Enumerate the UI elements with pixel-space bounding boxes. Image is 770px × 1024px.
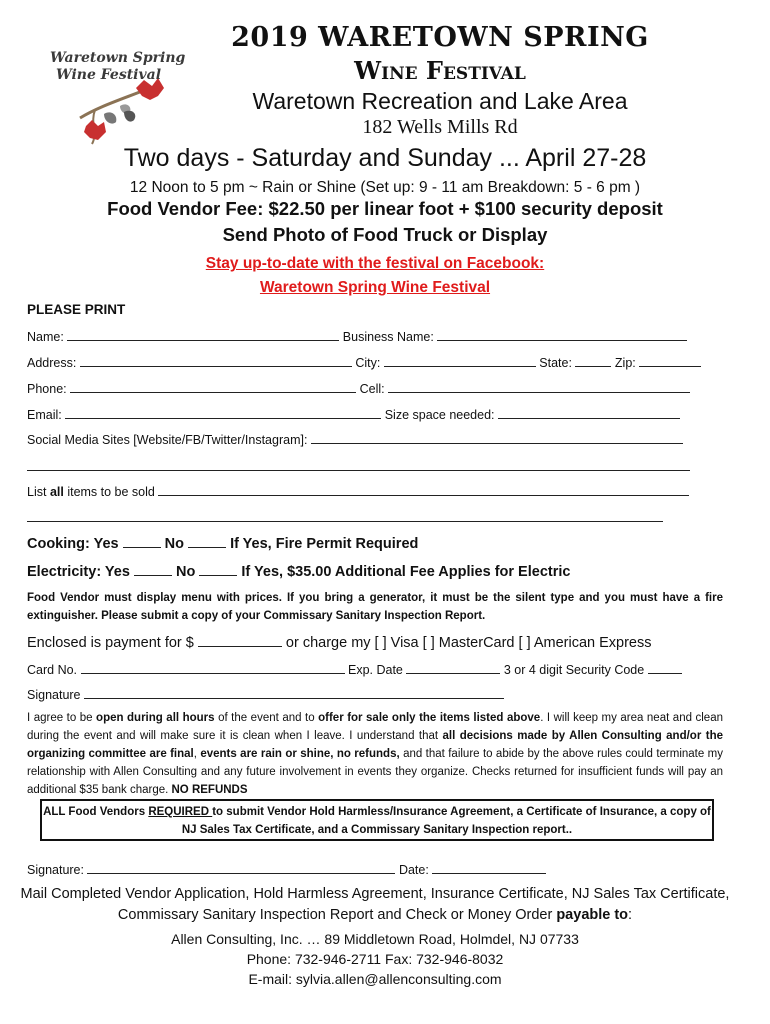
cooking-no-label: No — [164, 536, 184, 552]
email-row — [27, 406, 680, 422]
card-signature-label: Signature — [27, 688, 81, 702]
address-label: Address: — [27, 356, 77, 370]
event-subtitle: Wine Festival — [354, 56, 526, 85]
social-media-field[interactable] — [311, 431, 683, 444]
payable-to: payable to — [556, 907, 629, 923]
facebook-link-prompt[interactable]: Stay up-to-date with the festival on Facebook: — [205, 255, 545, 272]
electricity-yes-label: Electricity: Yes — [27, 564, 130, 580]
mail-instructions-line2 — [0, 907, 750, 923]
event-title: 2019 WARETOWN SPRING — [231, 22, 649, 53]
name-label: Name: — [27, 330, 64, 344]
agreement-bold: offer for sale only the items listed above — [318, 712, 541, 724]
electricity-no-label: No — [175, 564, 196, 580]
social-media-field-line2[interactable] — [27, 470, 690, 471]
notice-text: to submit Vendor Hold Harmless/Insurance Agreement, a Certificate of Insurance, a copy of — [212, 806, 711, 818]
vendor-rules: Food Vendor must display menu with prices. If you bring a generator, it must be the silent type and you must have a fire extinguisher. Please submit a copy of your Commissary Sanitary Inspection Report. — [27, 592, 723, 622]
exp-date-field[interactable] — [406, 661, 500, 674]
phone-field[interactable] — [70, 380, 356, 393]
payment-method-options[interactable]: or charge my [ ] Visa [ ] MasterCard [ ] American Express — [285, 635, 652, 651]
name-row — [27, 328, 687, 344]
items-label-pre: List — [27, 485, 50, 499]
items-row — [27, 483, 689, 499]
venue-address: 182 Wells Mills Rd — [362, 116, 518, 138]
electricity-no-field[interactable] — [199, 562, 237, 576]
logo-text-line1: Waretown Spring — [50, 50, 186, 66]
agreement-part: , — [193, 748, 201, 760]
security-code-label: 3 or 4 digit Security Code — [503, 663, 645, 677]
agreement-bold: events are rain or shine, no refunds, — [200, 748, 400, 760]
business-name-field[interactable] — [437, 328, 687, 341]
please-print-label: PLEASE PRINT — [27, 302, 126, 317]
email-label: Email: — [27, 408, 62, 422]
notice-line1 — [42, 803, 712, 821]
notice-line2: NJ Sales Tax Certificate, and a Commissary Sanitary Inspection report.. — [181, 824, 573, 836]
size-space-field[interactable] — [498, 406, 680, 419]
address-row — [27, 354, 701, 370]
card-signature-field[interactable] — [84, 686, 504, 699]
city-label: City: — [355, 356, 381, 370]
agreement-part: . I will keep my area neat and clean during the event and will make sure it is clean when I leave. I understand that — [27, 712, 723, 742]
photo-instruction: Send Photo of Food Truck or Display — [222, 224, 548, 245]
payment-label: Enclosed is payment for $ — [27, 635, 194, 651]
electricity-row — [27, 562, 570, 580]
payment-row — [27, 633, 652, 651]
zip-label: Zip: — [614, 356, 636, 370]
final-date-field[interactable] — [432, 861, 546, 874]
business-name-label: Business Name: — [342, 330, 434, 344]
event-dates: Two days - Saturday and Sunday ... April 27-28 — [123, 144, 647, 172]
cooking-no-field[interactable] — [188, 534, 226, 548]
card-signature-row — [27, 686, 504, 702]
contact-phone-fax: Phone: 732-946-2711 Fax: 732-946-8032 — [246, 951, 504, 967]
payment-amount-field[interactable] — [198, 633, 282, 647]
agreement-part: and that failure to abide by the above rules could terminate my relationship with Allen Consulting and any future involvement in events they organize. Checks returned for insufficient funds will pay an additional $35 bank charge. — [27, 748, 723, 796]
items-field[interactable] — [158, 483, 689, 496]
vendor-fee: Food Vendor Fee: $22.50 per linear foot + $100 security deposit — [107, 198, 663, 219]
final-date-label: Date: — [398, 863, 429, 877]
cell-field[interactable] — [388, 380, 690, 393]
notice-text: ALL Food Vendors — [43, 806, 149, 818]
name-field[interactable] — [67, 328, 339, 341]
agreement-text — [27, 709, 723, 799]
address-field[interactable] — [80, 354, 352, 367]
festival-logo — [40, 48, 186, 148]
phone-row — [27, 380, 690, 396]
final-signature-label: Signature: — [27, 863, 84, 877]
mail-text: Commissary Sanitary Inspection Report and Check or Money Order — [117, 907, 557, 923]
items-label-post: items to be sold — [63, 485, 155, 499]
cooking-row — [27, 534, 418, 552]
city-field[interactable] — [384, 354, 536, 367]
cooking-note: If Yes, Fire Permit Required — [230, 536, 419, 552]
card-number-field[interactable] — [81, 661, 345, 674]
size-space-label: Size space needed: — [384, 408, 495, 422]
notice-required: REQUIRED — [148, 806, 213, 818]
card-number-label: Card No. — [27, 663, 78, 677]
social-row — [27, 431, 683, 447]
logo-text-line2: Wine Festival — [56, 67, 162, 83]
contact-address: Allen Consulting, Inc. … 89 Middletown Road, Holmdel, NJ 07733 — [171, 931, 579, 947]
facebook-page-link[interactable]: Waretown Spring Wine Festival — [259, 279, 491, 296]
cooking-yes-field[interactable] — [123, 534, 161, 548]
items-label-bold: all — [49, 485, 64, 499]
required-documents-notice — [40, 799, 714, 841]
agreement-bold: open during all hours — [96, 712, 215, 724]
contact-email[interactable]: E-mail: sylvia.allen@allenconsulting.com — [248, 971, 502, 987]
cell-label: Cell: — [359, 382, 385, 396]
cooking-yes-label: Cooking: Yes — [27, 536, 119, 552]
agreement-bold: all decisions made by Allen Consulting and/or the organizing committee are final — [27, 730, 723, 760]
zip-field[interactable] — [639, 354, 701, 367]
mail-text: : — [628, 907, 633, 923]
items-field-line2[interactable] — [27, 521, 663, 522]
agreement-part: I agree to be — [27, 712, 97, 724]
state-field[interactable] — [575, 354, 611, 367]
final-signature-field[interactable] — [87, 861, 395, 874]
phone-label: Phone: — [27, 382, 67, 396]
card-row — [27, 661, 682, 677]
social-media-label: Social Media Sites [Website/FB/Twitter/Instagram]: — [27, 433, 308, 447]
exp-date-label: Exp. Date — [348, 663, 403, 677]
venue-name: Waretown Recreation and Lake Area — [252, 88, 628, 114]
state-label: State: — [539, 356, 572, 370]
email-field[interactable] — [65, 406, 381, 419]
electricity-yes-field[interactable] — [134, 562, 172, 576]
event-times: 12 Noon to 5 pm ~ Rain or Shine (Set up: 9 - 11 am Breakdown: 5 - 6 pm ) — [129, 179, 641, 196]
agreement-part: of the event and to — [214, 712, 319, 724]
electricity-note: If Yes, $35.00 Additional Fee Applies for Electric — [241, 564, 571, 580]
security-code-field[interactable] — [648, 661, 682, 674]
mail-instructions-line1: Mail Completed Vendor Application, Hold Harmless Agreement, Insurance Certificate, NJ Sales Tax Certificate, — [20, 886, 730, 902]
agreement-bold: NO REFUNDS — [171, 784, 248, 796]
final-signature-row — [27, 861, 546, 877]
